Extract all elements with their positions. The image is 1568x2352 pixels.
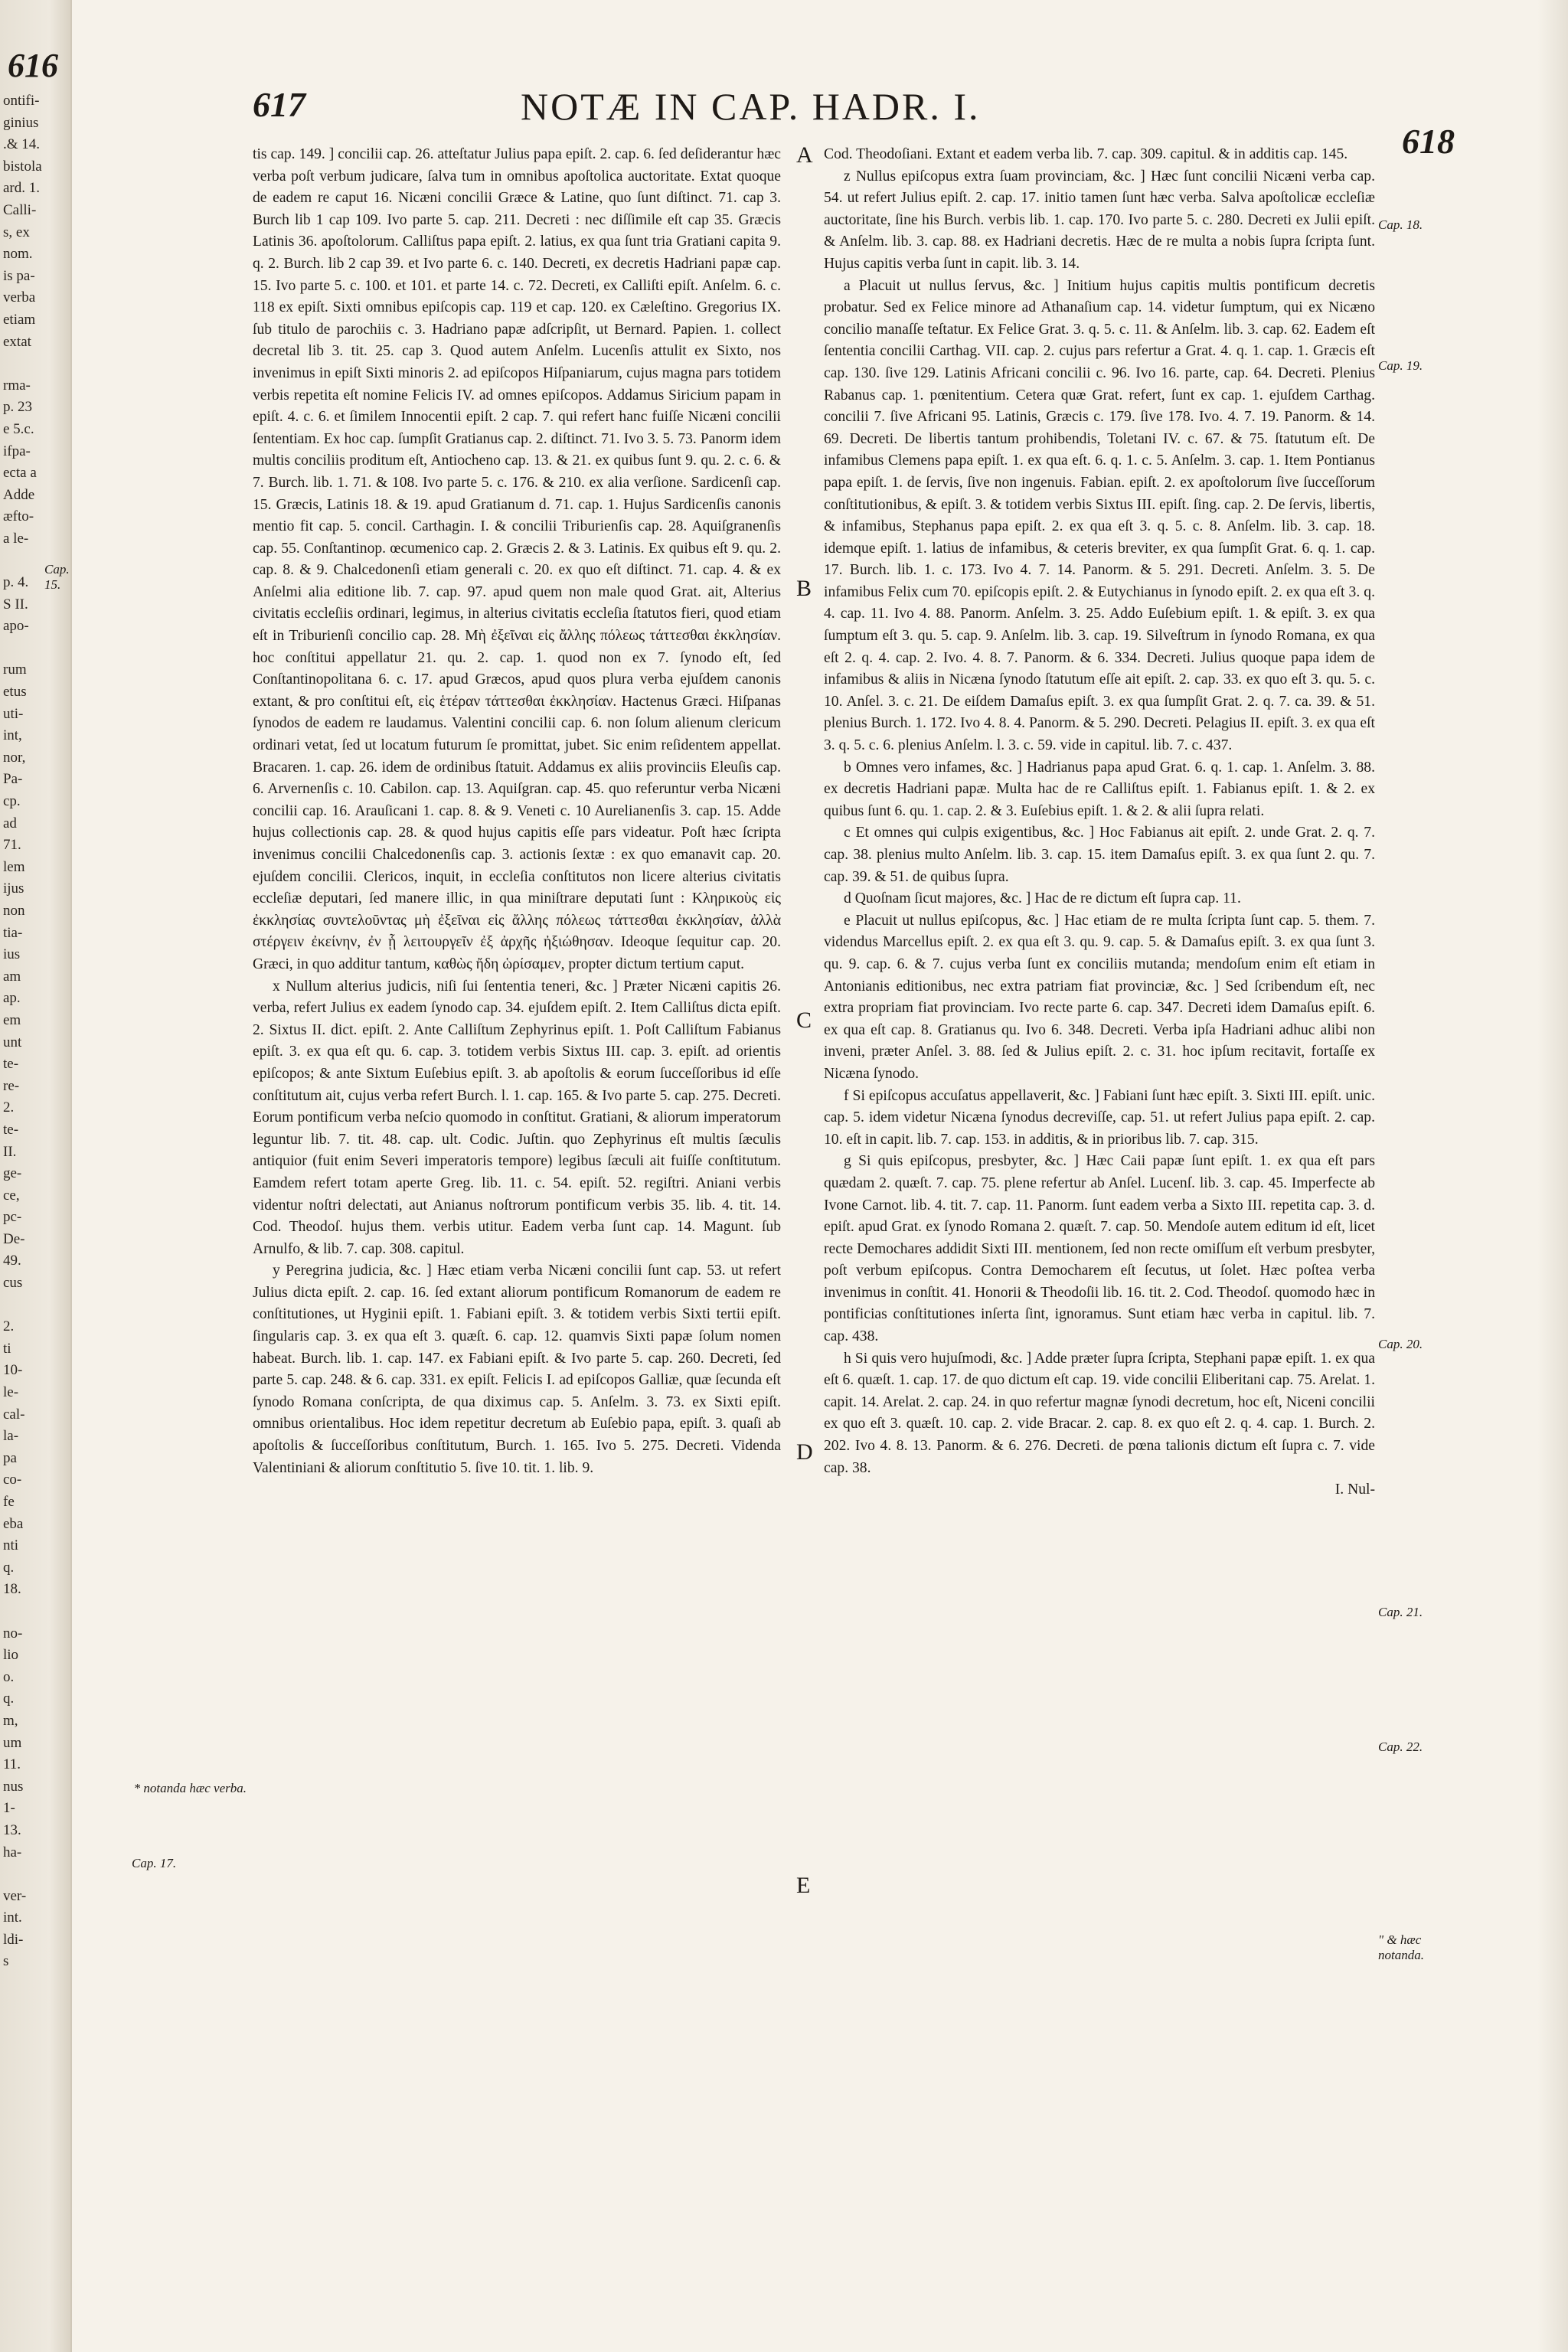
previous-page-fragment: ecta a xyxy=(3,465,37,482)
previous-page-edge xyxy=(0,0,72,2352)
previous-page-fragment: De- xyxy=(3,1230,25,1247)
previous-page-fragment: eba xyxy=(3,1515,24,1532)
margin-note-cap-22: Cap. 22. xyxy=(1378,1740,1423,1754)
previous-page-text-fragments xyxy=(3,90,69,1973)
previous-page-fragment: .& 14. xyxy=(3,136,41,153)
previous-page-fragment: em xyxy=(3,1011,21,1028)
previous-page-fragment: 71. xyxy=(3,837,21,854)
previous-page-fragment: re- xyxy=(3,1077,20,1094)
previous-page-fragment: 1- xyxy=(3,1800,15,1817)
paragraph: y Peregrina judicia, &c. ] Hæc etiam verba Nicæni concilii ſunt cap. 53. ut refert Julius dicta epiſt. 2. cap. 16. ſed extant aliorum pontificum Romanorum de eadem re conſtitutiones, ut Hyginii epiſt. 1. Fabiani epiſt. 3. & totidem verbis Sixti tertii epiſt. ſingularis cap. 3. ex qua eſt 3. quæſt. 6. cap. 12. quamvis Sixti papæ ſolum nomen habeat. Burch. lib. 1. cap. 147. ex Fabiani epiſt. & Ivo parte 5. cap. 260. Decreti, ſed parte 5. cap. 248. & 6. cap. 331. ex epiſt. Felicis I. ad epiſcopos Galliæ, quæ ſecunda eſt ſynodo Romana conſcripta, de qua diximus cap. 5. Anſelm. 3. 73. ex Sixti epiſt. omnibus orientalibus. Hoc idem repetitur decretum ab Euſebio papa, epiſt. 3. quaſi ab apoſtolis & ſucceſſoribus conſtitutum, Burch. 1. 165. Ivo 5. 275. Decreti. Videnda Valentiniani & aliorum conſtitutio 5. ſive 10. tit. 1. lib. 9. xyxy=(253,1263,781,1476)
margin-note-notanda-left: * notanda hæc verba. xyxy=(133,1781,247,1795)
previous-page-fragment: apo- xyxy=(3,618,29,635)
previous-page-fragment: ha- xyxy=(3,1844,22,1860)
paragraph: e Placuit ut nullus epiſcopus, &c. ] Hac etiam de re multa ſcripta ſunt cap. 5. them. 7. videndus Marcellus epiſt. 2. ex qua eſt 3. qu. 9. cap. 5. & Damaſus epiſt. 3. ex qua ſunt 3. qu. 9. cap. 6. & 7. cujus verba ſunt ex conciliis mutanda; mendoſum enim eſt etiam in Antonianis editionibus, nec extra patriam fiat provinciæ, &c. ] Sed ſcribendum eſt, nec extra propriam fiat provinciam. Ivo recte parte 6. cap. 347. Decreti idem Damaſus epiſt. 6. ex qua eſt cap. 8. Gratianus qu. Ivo 6. 348. Decreti. Verba ipſa Hadriani adhuc alibi non inveni, præter Anſel. 3. 88. ſed & Julius epiſt. 2. c. 31. hoc ipſum recitavit, fortaſſe ex Nicæna ſynodo. xyxy=(824,912,1375,1082)
previous-page-fragment: q. xyxy=(3,1690,15,1707)
previous-page-fragment: tia- xyxy=(3,924,23,941)
previous-page-fragment: bistola xyxy=(3,158,42,175)
previous-page-fragment: lem xyxy=(3,858,25,875)
previous-page-fragment: no- xyxy=(3,1625,23,1642)
previous-page-fragment xyxy=(3,353,69,375)
previous-page-fragment: 11. xyxy=(3,1756,21,1773)
previous-page-fragment: extat xyxy=(3,333,31,350)
previous-page-fragment: Calli- xyxy=(3,201,37,218)
previous-page-fragment xyxy=(3,1295,69,1317)
paragraph: Cod. Theodoſiani. Extant et eadem verba lib. 7. cap. 309. capitul. & in additis cap. 145. xyxy=(824,146,1348,162)
previous-page-fragment: ce, xyxy=(3,1187,20,1204)
margin-note-cap-21: Cap. 21. xyxy=(1378,1605,1423,1619)
paragraph: f Si epiſcopus accuſatus appellaverit, &c. ] Fabiani ſunt hæc epiſt. 3. Sixti III. epiſt. unic. cap. 5. idem videtur Nicæna ſynodus decreviſſe, cap. 51. ut refert Julius papa epiſt. 2. cap. 10. eſt in capit. lib. 7. cap. 153. in additis, & in prioribus lib. 7. cap. 315. xyxy=(824,1087,1375,1148)
previous-page-fragment: cus xyxy=(3,1275,23,1292)
section-letter-e: E xyxy=(796,1873,811,1898)
previous-page-fragment: la- xyxy=(3,1428,19,1445)
margin-note-notanda-right: " & hæc notanda. xyxy=(1378,1932,1424,1962)
previous-page-fragment: pc- xyxy=(3,1209,22,1226)
previous-page-fragment: etus xyxy=(3,684,27,701)
previous-page-fragment: le- xyxy=(3,1384,19,1401)
previous-page-fragment: ap. xyxy=(3,990,21,1007)
catchword: I. Nul- xyxy=(1334,1481,1375,1498)
previous-page-fragment: s, ex xyxy=(3,224,30,240)
paragraph: z Nullus epiſcopus extra ſuam provinciam, &c. ] Hæc ſunt concilii Nicæni verba cap. 54. ut refert Julius epiſt. 2. cap. 17. initio tamen ſunt hæc verba. Salva apoſtolicæ eccleſiæ auctoritate, ſine his Burch. verbis lib. 1. cap. 170. Ivo parte 5. c. 280. Decreti ex Julii epiſt. & Anſelm. lib. 3. cap. 88. ex Hadriani decretis. Hæc de re multa a nobis ſupra ſcripta ſunt. Hujus capitis verba ſunt in capit. lib. 3. 14. xyxy=(824,168,1375,272)
margin-note-cap-19: Cap. 19. xyxy=(1378,358,1423,373)
previous-page-fragment: II. xyxy=(3,1143,17,1160)
previous-page-fragment: ver- xyxy=(3,1887,27,1904)
previous-page-fragment: ldi- xyxy=(3,1931,24,1948)
previous-page-fragment: nti xyxy=(3,1537,19,1554)
previous-page-fragment: ius xyxy=(3,946,21,963)
previous-page-fragment: ifpa- xyxy=(3,443,31,459)
section-letter-c: C xyxy=(796,1008,812,1033)
previous-page-fragment xyxy=(3,1864,69,1886)
previous-page-fragment: a le- xyxy=(3,530,29,547)
previous-page-fragment: is pa- xyxy=(3,267,35,284)
previous-page-fragment: ti xyxy=(3,1340,11,1357)
margin-note-cap-20: Cap. 20. xyxy=(1378,1337,1423,1351)
previous-page-fragment: s xyxy=(3,1953,9,1970)
previous-page-fragment: o. xyxy=(3,1668,15,1685)
previous-page-fragment: lio xyxy=(3,1647,19,1664)
paragraph: x Nullum alterius judicis, niſi ſui ſententia teneri, &c. ] Præter Nicæni capitis 26. verba, refert Julius ex eadem ſynodo cap. 34. ejuſdem epiſt. 2. Item Calliſtus dicta epiſt. 2. Sixtus II. dict. epiſt. 2. Ante Calliſtum Zephyrinus epiſt. 1. Poſt Calliſtum Fabianus epiſt. 3. ex qua eſt qu. 6. cap. 3. totidem verbis Sixtus III. cap. 3. epiſt. ad orientis epiſcopos; & ante Sixtum Euſebius epiſt. 3. ab apoſtolis & eorum ſucceſſoribus id eſſe conſtitutum ait, cujus verba refert Burch. l. 1. cap. 165. & Ivo parte 5. cap. 275. Decreti. Eorum pontificum verba neſcio quomodo in conſtitut. Gratiani, & aliorum imperatorum leguntur lib. 7. tit. 48. cap. ult. Codic. Juſtin. quo Zephyrinus eſt multis ſæculis antiquior (fuit enim Severi imperatoris tempore) legibus ſæculi ait fuiſſe conſtitutum. Eamdem refert totam aperte Greg. lib. 11. c. 54. epiſt. 52. regiſtri. Aniani verbis videntur noſtri delectati, aut Anianus noſtrorum pontificum verbis 35. lib. 4. tit. 14. Cod. Theodoſ. hujus them. verbis utitur. Eadem verba ſunt cap. 14. Magunt. ſub Arnulfo, & lib. 7. cap. 308. capitul. xyxy=(253,978,781,1257)
previous-page-fragment: int. xyxy=(3,1909,22,1926)
previous-page-fragment: ge- xyxy=(3,1165,22,1182)
previous-page-fragment: uti- xyxy=(3,705,24,722)
right-text-column xyxy=(824,144,1375,2334)
previous-page-fragment: rma- xyxy=(3,377,31,394)
running-head-title: NOTÆ IN CAP. HADR. I. xyxy=(521,85,981,128)
previous-page-fragment xyxy=(3,638,69,660)
previous-page-fragment: q. xyxy=(3,1559,15,1576)
previous-page-fragment: ijus xyxy=(3,880,24,897)
section-letter-a: A xyxy=(796,142,813,168)
previous-page-fragment: 18. xyxy=(3,1581,21,1598)
previous-page-fragment: m, xyxy=(3,1712,18,1729)
previous-page-fragment: p. 4. xyxy=(3,574,29,591)
previous-page-fragment: rum xyxy=(3,662,27,678)
margin-note-cap-18: Cap. 18. xyxy=(1378,217,1423,232)
previous-page-fragment: cal- xyxy=(3,1406,25,1423)
previous-page-fragment: ad xyxy=(3,815,17,831)
previous-page-fragment: te- xyxy=(3,1121,19,1138)
previous-page-number: 616 xyxy=(8,47,58,84)
previous-page-fragment: verba xyxy=(3,289,36,306)
previous-page-fragment: 13. xyxy=(3,1821,21,1838)
paragraph: c Et omnes qui culpis exigentibus, &c. ] Hoc Fabianus ait epiſt. 2. unde Grat. 2. q. 7. cap. 38. plenius multo Anſelm. lib. 3. cap. 15. item Damaſus epiſt. 3. ex qua ſunt 2. qu. 7. cap. 39. & 51. de quibus ſupra. xyxy=(824,825,1375,885)
previous-page-fragment: pa xyxy=(3,1449,17,1466)
previous-page-fragment: cp. xyxy=(3,793,21,809)
previous-page-fragment: co- xyxy=(3,1472,22,1488)
previous-page-fragment: S II. xyxy=(3,596,28,612)
previous-page-fragment: fe xyxy=(3,1494,15,1510)
paragraph: g Si quis epiſcopus, presbyter, &c. ] Hæc Caii papæ ſunt epiſt. 1. ex qua eſt pars quædam 2. quæſt. 7. cap. 75. plene refertur ab Anſel. Lucenſ. lib. 3. cap. 45. Imperfecte ab Ivone Carnot. lib. 4. tit. 7. cap. 11. Panorm. ſunt eadem verba a Sixto III. repetita cap. 3. d. epiſt. apud Grat. ex ſynodo Romana 2. quæſt. 7. cap. 50. Mendoſe autem editum id eſt, licet recte Demochares addidit Sixti III. mentionem, ſed non recte omiſſum eſt verbum presbyter, poſt verbum epiſcopus. Contra Democharem eſt ſecutus, ut ſolet. Hæc poſtea verba invenimus in conſtit. 41. Honorii & Theodoſii lib. 16. tit. 2. Cod. Theodoſ. quomodo hæc in pontificias conſtitutiones inſerta ſint, ignoramus. Sunt etiam hæc verba in capitul. lib. 7. cap. 438. xyxy=(824,1153,1375,1345)
previous-page-fragment: e 5.c. xyxy=(3,420,34,437)
page-number-left: 617 xyxy=(253,85,305,124)
previous-page-fragment: nor, xyxy=(3,749,26,766)
previous-page-margin-note: Cap. 15. xyxy=(44,562,70,592)
previous-page-fragment: Pa- xyxy=(3,771,23,788)
section-letter-d: D xyxy=(796,1439,813,1465)
previous-page-fragment: ontifi- xyxy=(3,93,40,109)
previous-page-fragment: non xyxy=(3,902,25,919)
previous-page-fragment: unt xyxy=(3,1034,22,1050)
previous-page-fragment: 2. xyxy=(3,1099,15,1116)
paragraph: d Quoſnam ſicut majores, &c. ] Hac de re dictum eſt ſupra cap. 11. xyxy=(844,890,1241,907)
paragraph: tis cap. 149. ] concilii cap. 26. atteſtatur Julius papa epiſt. 2. cap. 6. ſed deſiderantur hæc verba poſt verbum judicare, ſalva tum in omnibus apoſtolica auctoritate. Extat quoque de eadem re caput 16. Nicæni concilii Græce & Latine, quo ſunt diſtinct. 71. cap 3. Burch lib 1 cap 109. Ivo parte 5. cap. 211. Decreti : nec diſſimile eſt cap 35. Græcis Latinis 36. apoſtolorum. Calliſtus papa epiſt. 2. latius, ex qua ſunt tria Gratiani capita 9. q. 2. Burch. lib 2 cap 39. et Ivo parte 6. c. 140. Decreti, ex decretis Hadriani papæ cap. 15. Ivo parte 5. c. 100. et 101. et parte 14. c. 72. Decreti, ex Calliſti epiſt. Anſelm. 6. c. 118 ex epiſt. Sixti omnibus epiſcopis cap. 119 et cap. 120. ex Cæleſtino. Gregorius IX. ſub titulo de parochiis c. 3. Hadriano papæ adſcripſit, ut Bernard. Papien. 1. collect decretal lib 3. tit. 25. cap 3. Quod autem Anſelm. Lucenſis attulit ex Sixto, nos invenimus in epiſt Sixti minoris 2. ad epiſcopos Hiſpaniarum, cujus magna pars totidem verbis repetita eſt nomine Felicis IV. ad omnes epiſcopos. Addamus Siricium papam in epiſt. 4. c. 6. et ſimilem Innocentii epiſt. 2 cap. 7. qui refert hanc fuiſſe Nicæni concilii ſententiam. Ex hoc cap. ſumpſit Gratianus cap. 2. diſtinct. 71. Ivo 3. 5. 73. Panorm idem multis conciliis proditum eſt, Antiocheno cap. 13. & 21. ex quibus ſunt 9. qu. 2. c. 6. & 7. Burch. lib. 1. 71. & 108. Ivo parte 5. c. 176. & 210. ex alia verſione. Sardicenſi cap. 15. Græcis, Latinis 18. & 19. apud Gratianum d. 71. cap. 1. Hujus Sardicenſis canonis mentio fit cap. 5. concil. Carthagin. I. & concilii Triburienſis cap. 28. Aquiſgranenſis cap. 55. Conſtantinop. œcumenico cap. 2. Græcis 2. & 3. Latinis. Ex quibus eſt 9. qu. 2. cap. 8. & 9. Chalcedonenſi etiam generali c. 20. ex quo eſt diſtinct. 71. cap. 4. & ex Anſelmi alia editione lib. 7. cap. 97. apud quem non male quod Grat. ait, Alterius civitatis eccleſiis ordinari, legimus, in alterius civitatis eccleſia ſtatutos fieri, quod etiam eſt in Triburienſi concilio cap. 28. Μὴ ἐξεῖναι εἰς ἄλλης πόλεως τάττεσθαι ἐκκλησίαν. hoc conſtitui appellatur 21. qu. 2. cap. 1. quod non ex 7. ſynodo eſt, ſed Conſtantinopolitana 6. c. 17. apud Græcos, apud quos plura verba ejuſdem canonis extant, & pro conſtitui eſt, εἰς ἑτέραν τάττεσθαι ἐκκλησίαν. Hactenus Græci. Hiſpanas ſynodos de eadem re laudamus. Valentini concilii cap. 6. non ſolum alienum clericum ordinari vetat, ſed ut locatum futurum ſe promittat, jubet. Sic enim reſidentem appellat. Bracaren. 1. cap. 26. idem de ordinibus ſtatuit. Addamus ex aliis provinciis Eleuſis cap. 6. Arvernenſis c. 10. Cabilon. cap. 13. Aquiſgran. cap. 45. quo referuntur verba Nicæni concilii cap. 16. Arauſicani 1. cap. 8. & 9. Veneti c. 10 Aurelianenſis 3. cap. 15. Adde hujus collectionis cap. 28. & quod hujus capitis eſſe pars videatur. Poſt hæc ſcripta invenimus concilii Chalcedonenſis cap. 3. actionis ſextæ : ex quo emanavit cap. 20. ejuſdem concilii. Clericos, inquit, in eccleſia conſtitutos non licere alterius civitatis eccleſiæ deputari, ſed manere illic, in qua miniſtrare deputati ſunt : Κληρικοὺς εἰς ἐκκλησίας συντελοῦντας μὴ ἐξεῖναι εἰς ἄλλης πόλεως τάττεσθαι ἐκκλησίαν, ἀλλὰ στέργειν ἐκείνην, ἐν ᾗ λειτουργεῖν ἐξ ἀρχῆς ἠξιώθησαν. Ideoque ſequitur cap. 20. Græci, in quo additur tantum, καθὼς ἤδη ὡρίσαμεν, propter dictum tertium caput. xyxy=(253,146,781,972)
paragraph: a Placuit ut nullus ſervus, &c. ] Initium hujus capitis multis pontificum decretis probatur. Sed ex Felice minore ad Athanaſium cap. 14. videtur ſumptum, qui ex Nicæno concilio manaſſe teſtatur. Ex Felice Grat. 3. q. 5. c. 11. & Anſelm. lib. 3. cap. 62. Eadem eſt ſententia concilii Carthag. VII. cap. 2. cujus pars refertur a Grat. 4. q. 1. cap. 1. Græcis eſt cap. 130. ſive 129. Latinis Africani concilii c. 96. Ivo 16. parte, cap. 64. Decreti. Plenius Rabanus cap. 1. pœnitentium. Cetera quæ Grat. refert, ſunt ex cap. 1. ejuſdem Carthag. concilii 7. ſive Africani 95. Latinis, Græcis c. 179. ſive 178. Ivo. 4. 7. 19. Panorm. & 14. 69. Decreti. De libertis tantum prohibendis, Toletani IV. c. 67. & 75. ſtatutum eſt. De infamibus Clemens papa epiſt. 1. ex qua eſt. 6. q. 1. c. 5. Anſelm. 3. cap. 1. Item Pontianus papa epiſt. 1. de ſervis, ſive non ingenuis. Fabian. epiſt. 2. ex apoſtolorum ſive ſucceſſorum conſtitutionibus, & epiſt. 3. & totidem verbis Sixtus III. epiſt. ſing. cap. 2. De ſervis, libertis, & infamibus, Stephanus papa epiſt. 2. ex qua eſt 3. q. 5. c. 8. Anſelm. lib. 3. cap. 18. idemque epiſt. 1. latius de infamibus, & ceteris breviter, ex qua ſumpſit Grat. 6. q. 1. cap. 17. Burch. lib. 1. c. 173. Ivo 4. 7. 14. Panorm. & 5. 291. Decreti. Anſelm. 3. 5. De infamibus Felix cum 70. epiſcopis epiſt. 2. & Eutychianus in ſynodo epiſt. 2. ex qua eſt 3. q. 4. cap. 11. Ivo 4. 88. Panorm. Anſelm. 3. 25. Addo Euſebium epiſt. 1. & epiſt. 3. ex qua ſumptum eſt 3. qu. 5. cap. 9. Anſelm. lib. 3. cap. 19. Silveſtrum in ſynodo Romana, ex qua eſt 2. q. 4. cap. 2. Ivo. 4. 8. 7. Panorm. & 6. 334. Decreti. Julius quoque papa idem de infamibus & aliis in Nicæna ſynodo ſtatutum eſſe ait epiſt. 2. cap. 33. ex quo eſt 3. qu. 5. c. 10. Anſel. 3. c. 21. De eiſdem Damaſus epiſt. 3. ex qua ſumpſit Grat. 2. q. 7. ca. 39. & 51. plenius Burch. 1. 172. Ivo 4. 8. 4. Panorm. & 5. 290. Decreti. Pelagius II. epiſt. 3. ex qua eſt 3. q. 5. c. 6. plenius Anſelm. l. 3. c. 59. vide in capitul. lib. 7. c. 437. xyxy=(824,277,1375,754)
previous-page-fragment: p. 23 xyxy=(3,399,32,416)
previous-page-fragment: 49. xyxy=(3,1253,21,1269)
paragraph: h Si quis vero hujuſmodi, &c. ] Adde præter ſupra ſcripta, Stephani papæ epiſt. 1. ex qua eſt 6. quæſt. 1. cap. 17. de quo dictum eſt cap. 19. vide concilii Eliberitani cap. 75. Arelat. 1. capit. 14. Arelat. 2. cap. 24. in quo refertur magnæ ſynodi decretum, hoc eſt, Niceni concilii ex quo eſt 3. quæſt. 10. cap. 2. vide Bracar. 2. cap. 8. ex quo eſt 2. q. 4. cap. 1. Burch. 2. 202. Ivo 4. 8. 13. Panorm. & 6. 276. Decreti. de pœna talionis dictum eſt ſupra c. 7. vide cap. 38. xyxy=(824,1350,1375,1476)
previous-page-fragment: nus xyxy=(3,1778,24,1795)
previous-page-fragment: 2. xyxy=(3,1318,15,1335)
previous-page-fragment: am xyxy=(3,968,21,985)
previous-page-fragment: nom. xyxy=(3,246,33,263)
previous-page-fragment: Adde xyxy=(3,486,35,503)
previous-page-fragment: ard. 1. xyxy=(3,180,41,197)
previous-page-fragment: te- xyxy=(3,1056,19,1073)
previous-page-fragment xyxy=(3,1601,69,1623)
margin-note-cap-left: Cap. 17. xyxy=(132,1856,177,1870)
previous-page-fragment: int, xyxy=(3,727,22,744)
previous-page-fragment: ginius xyxy=(3,114,39,131)
page-edge-shadow xyxy=(1537,0,1568,2352)
previous-page-fragment: 10- xyxy=(3,1362,23,1379)
previous-page-fragment: um xyxy=(3,1734,22,1751)
previous-page-fragment: etiam xyxy=(3,311,36,328)
paragraph: b Omnes vero infames, &c. ] Hadrianus papa apud Grat. 6. q. 1. cap. 1. Anſelm. 3. 88. ex decretis Hadriani papæ. Multa hac de re Calliſtus epiſt. 1. Fabianus epiſt. 1. & 2. ex quibus ſunt 6. qu. 1. cap. 2. & 3. Euſebius epiſt. 1. & 2. & alii ſupra relati. xyxy=(824,759,1375,819)
section-letter-b: B xyxy=(796,576,812,601)
page-number-right: 618 xyxy=(1402,122,1455,161)
previous-page-fragment: æfto- xyxy=(3,508,34,525)
left-text-column xyxy=(253,144,781,2334)
